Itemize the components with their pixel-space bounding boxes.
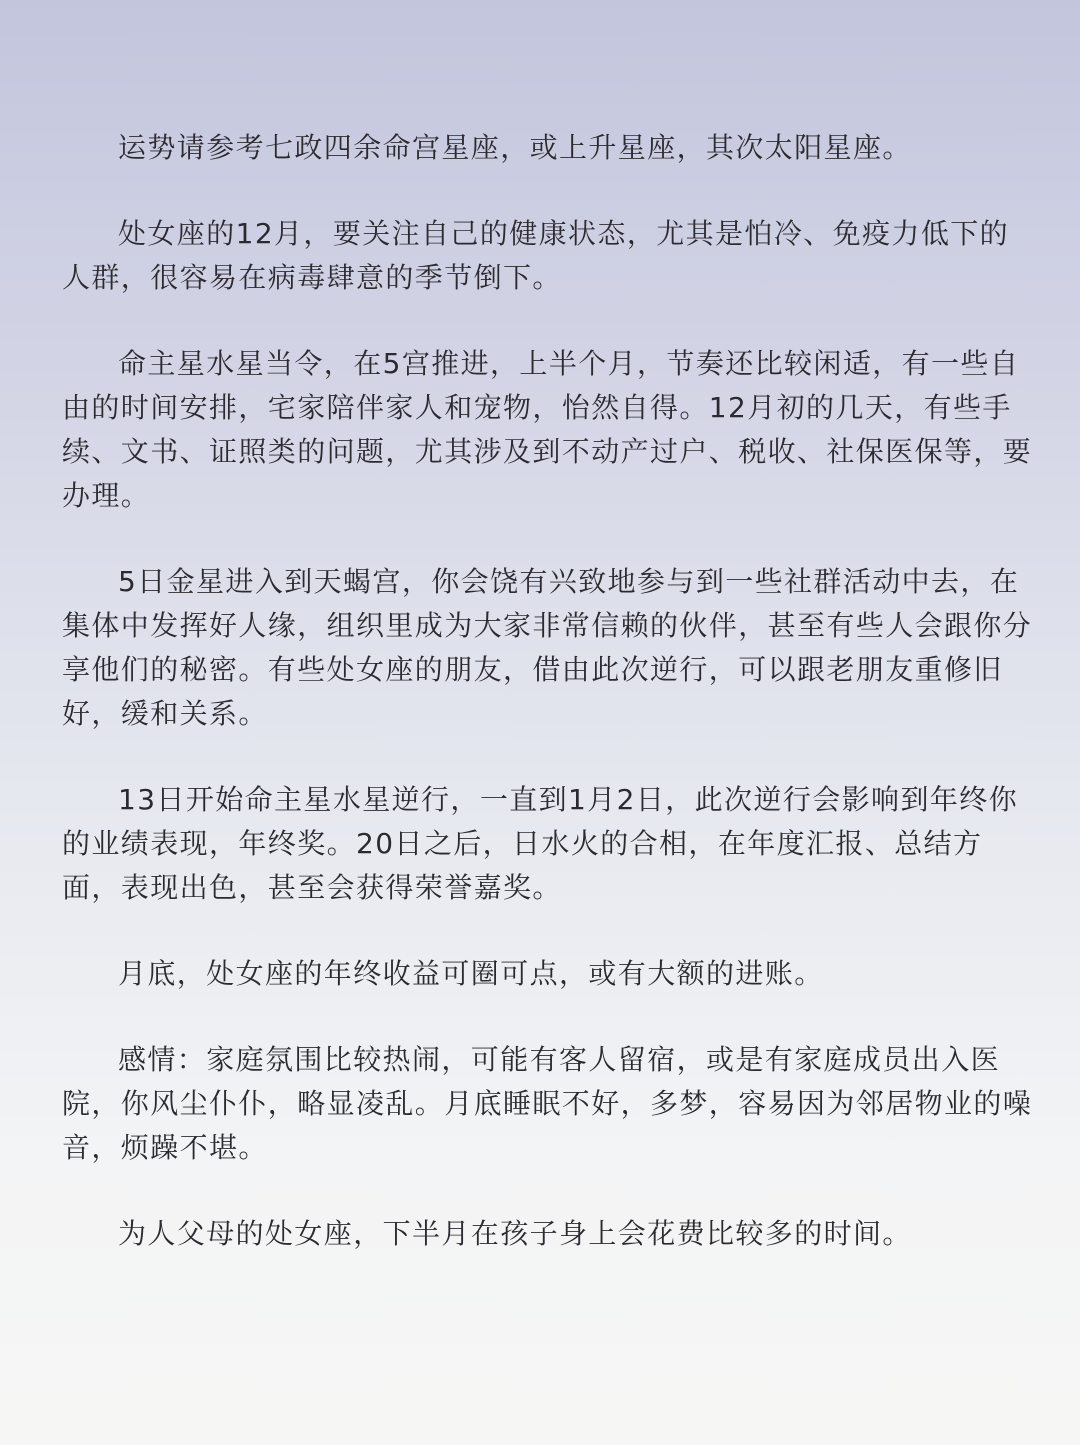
paragraph-month-end-income: 月底，处女座的年终收益可圈可点，或有大额的进账。 [118, 957, 824, 990]
paragraph-mercury-retrograde: 13日开始命主星水星逆行，一直到1月2日，此次逆行会影响到年终你的业绩表现，年终奖。20日之后，日水火的合相，在年度汇报、总结方面，表现出色，甚至会获得荣誉嘉奖。 [62, 783, 1019, 904]
paragraph-relationships: 感情：家庭氛围比较热闹，可能有客人留宿，或是有家庭成员出入医院，你风尘仆仆，略显凌乱。月底睡眠不好，多梦，容易因为邻居物业的噪音，烦躁不堪。 [62, 1043, 1033, 1164]
paragraph-parents: 为人父母的处女座，下半月在孩子身上会花费比较多的时间。 [118, 1217, 912, 1250]
paragraph-health: 处女座的12月，要关注自己的健康状态，尤其是怕冷、免疫力低下的人群，很容易在病毒肆意的季节倒下。 [62, 217, 1010, 294]
paragraph-reference-note: 运势请参考七政四余命宫星座，或上升星座，其次太阳星座。 [118, 131, 912, 164]
paragraph-venus-scorpio: 5日金星进入到天蝎宫，你会饶有兴致地参与到一些社群活动中去，在集体中发挥好人缘，组织里成为大家非常信赖的伙伴，甚至有些人会跟你分享他们的秘密。有些处女座的朋友，借由此次逆行，可以跟老朋友重修旧好，缓和关系。 [62, 565, 1033, 730]
paragraph-mercury-first-half: 命主星水星当令，在5宫推进，上半个月，节奏还比较闲适，有一些自由的时间安排，宅家陪伴家人和宠物，怡然自得。12月初的几天，有些手续、文书、证照类的问题，尤其涉及到不动产过户、税收、社保医保等，要办理。 [62, 347, 1033, 512]
